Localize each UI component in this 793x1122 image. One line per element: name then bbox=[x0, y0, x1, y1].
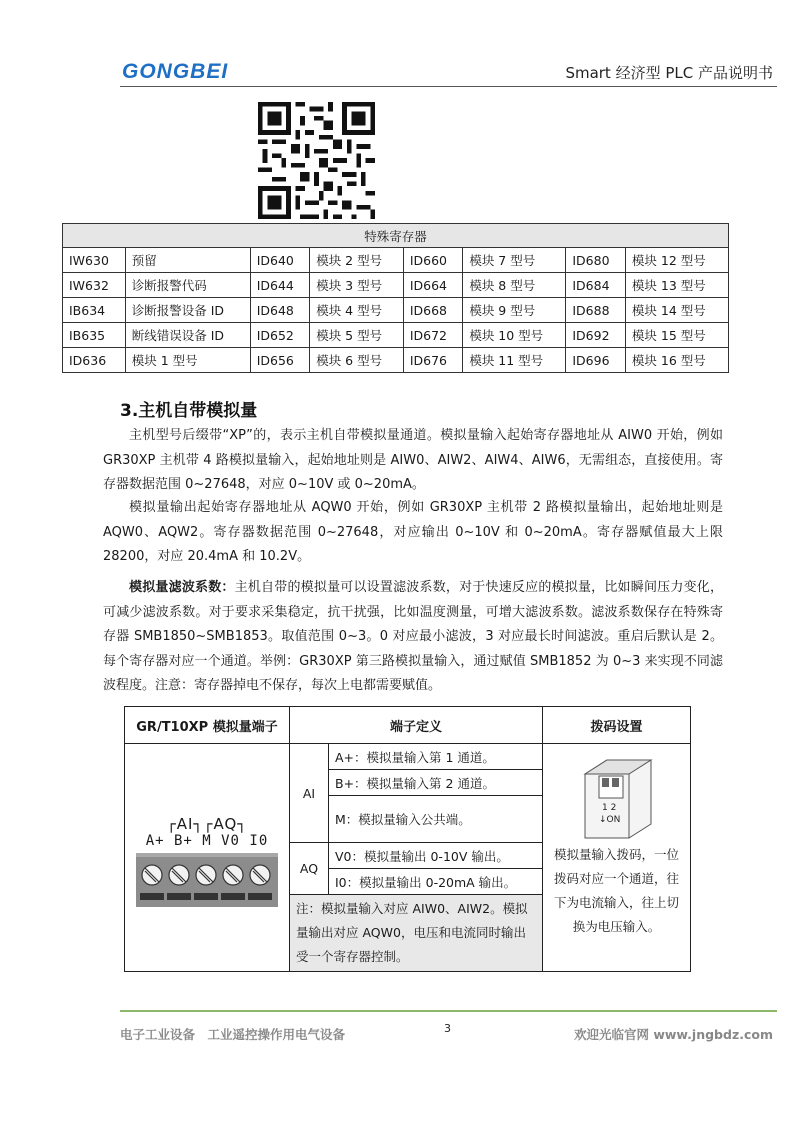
paragraph-analog-input: 主机型号后缀带“XP”的，表示主机自带模拟量通道。模拟量输入起始寄存器地址从 AIW0 开始，例如 GR30XP 主机带 4 路模拟量输入，起始地址则是 AIW0、AIW2、AIW4、AIW6，无需组态，直接使用。寄存器数据范围 0~27648，对应 0~10V 或 0~20mA。 bbox=[103, 428, 723, 492]
table-cell: ID660 bbox=[403, 248, 463, 273]
table-cell: 模块 11 型号 bbox=[463, 348, 566, 373]
header-dip: 拨码设置 bbox=[543, 707, 691, 744]
qr-code bbox=[258, 102, 375, 219]
table-cell: 模块 9 型号 bbox=[463, 298, 566, 323]
header-terminal: GR/T10XP 模拟量端子 bbox=[125, 707, 290, 744]
filter-label: 模拟量滤波系数： bbox=[129, 580, 235, 595]
terminal-table bbox=[124, 706, 691, 972]
footer-tagline: 电子工业设备 工业遥控操作用电气设备 bbox=[120, 1027, 346, 1042]
table-cell: ID684 bbox=[566, 273, 626, 298]
table-cell: IW632 bbox=[63, 273, 126, 298]
group-label-aq: AQ bbox=[290, 843, 329, 895]
def-m: M：模拟量输入公共端。 bbox=[329, 796, 543, 843]
table-caption: 特殊寄存器 bbox=[63, 224, 729, 248]
section-title: 3.主机自带模拟量 bbox=[120, 401, 258, 421]
special-register-table bbox=[62, 223, 729, 373]
document-title: Smart 经济型 PLC 产品说明书 bbox=[565, 64, 773, 82]
header-definition: 端子定义 bbox=[290, 707, 543, 744]
table-cell: IB634 bbox=[63, 298, 126, 323]
terminal-group-labels: ┌AI┐┌AQ┐ bbox=[166, 814, 248, 833]
table-row bbox=[63, 348, 729, 373]
dip-note: 模拟量输入拨码，一位拨码对应一个通道，往下为电流输入，往上切换为电压输入。 bbox=[553, 847, 679, 934]
note-text: 注：模拟量输入对应 AIW0、AIW2。模拟量输出对应 AQW0，电压和电流同时输出受一个寄存器控制。 bbox=[290, 895, 542, 971]
dip-digits: 1 2 bbox=[601, 803, 616, 813]
table-cell: 模块 3 型号 bbox=[310, 273, 404, 298]
dip-cell bbox=[543, 744, 691, 972]
paragraph-filter-coefficient bbox=[103, 576, 723, 699]
paragraph-analog-output: 模拟量输出起始寄存器地址从 AQW0 开始，例如 GR30XP 主机带 2 路模拟量输出，起始地址则是 AQW0、AQW2。寄存器数据范围 0~27648，对应输出 0~10V 和 0~20mA。寄存器赋值最大上限 28200，对应 20.4mA 和 10.2V。 bbox=[103, 500, 723, 564]
filter-text: 主机自带的模拟量可以设置滤波系数，对于快速反应的模拟量，比如瞬间压力变化，可减少滤波系数。对于要求采集稳定，抗干扰强，比如温度测量，可增大滤波系数。滤波系数保存在特殊寄存器 SMB1850~SMB1853。取值范围 0~3。0 对应最小滤波，3 对应最长时间滤波。重启后默认是 2。每个寄存器对应一个通道。举例：GR30XP 第三路模拟量输入，通过赋值 SMB1852 为 0~3 来实现不同滤波程度。注意：寄存器掉电不保存，每次上电都需要赋值。 bbox=[103, 580, 723, 693]
group-label-ai: AI bbox=[290, 744, 329, 843]
table-cell: ID680 bbox=[566, 248, 626, 273]
table-cell: ID636 bbox=[63, 348, 126, 373]
table-cell: 模块 8 型号 bbox=[463, 273, 566, 298]
table-cell: ID688 bbox=[566, 298, 626, 323]
table-cell: ID668 bbox=[403, 298, 463, 323]
table-cell: ID652 bbox=[250, 323, 310, 348]
table-cell: 模块 13 型号 bbox=[625, 273, 728, 298]
terminal-pin-labels: A+ B+ M V0 I0 bbox=[145, 832, 269, 849]
note-cell bbox=[290, 895, 543, 972]
table-cell: ID648 bbox=[250, 298, 310, 323]
company-logo: GONGBEI bbox=[122, 60, 229, 83]
def-i0: I0：模拟量输出 0-20mA 输出。 bbox=[329, 869, 543, 895]
footer-website: 欢迎光临官网 www.jngbdz.com bbox=[573, 1027, 773, 1042]
def-v0: V0：模拟量输出 0-10V 输出。 bbox=[329, 843, 543, 869]
table-cell: 模块 10 型号 bbox=[463, 323, 566, 348]
table-cell: 模块 15 型号 bbox=[625, 323, 728, 348]
table-cell: 预留 bbox=[125, 248, 250, 273]
dip-switch-icon bbox=[577, 754, 657, 840]
terminal-block-icon bbox=[136, 853, 278, 907]
table-cell: ID676 bbox=[403, 348, 463, 373]
table-row bbox=[63, 248, 729, 273]
table-cell: 断线错误设备 ID bbox=[125, 323, 250, 348]
table-row bbox=[63, 323, 729, 348]
table-cell: IW630 bbox=[63, 248, 126, 273]
table-cell: 模块 16 型号 bbox=[625, 348, 728, 373]
table-cell: IB635 bbox=[63, 323, 126, 348]
table-cell: 模块 14 型号 bbox=[625, 298, 728, 323]
table-cell: ID640 bbox=[250, 248, 310, 273]
table-cell: 诊断报警设备 ID bbox=[125, 298, 250, 323]
table-cell: ID692 bbox=[566, 323, 626, 348]
table-cell: ID664 bbox=[403, 273, 463, 298]
table-cell: ID644 bbox=[250, 273, 310, 298]
table-cell: 模块 2 型号 bbox=[310, 248, 404, 273]
table-row bbox=[63, 298, 729, 323]
def-b-plus: B+：模拟量输入第 2 通道。 bbox=[329, 770, 543, 796]
table-row bbox=[63, 273, 729, 298]
table-cell: 诊断报警代码 bbox=[125, 273, 250, 298]
table-cell: 模块 4 型号 bbox=[310, 298, 404, 323]
table-cell: 模块 6 型号 bbox=[310, 348, 404, 373]
table-cell: 模块 1 型号 bbox=[125, 348, 250, 373]
table-cell: 模块 5 型号 bbox=[310, 323, 404, 348]
header-divider bbox=[120, 86, 777, 87]
table-cell: 模块 12 型号 bbox=[625, 248, 728, 273]
page-number: 3 bbox=[444, 1022, 451, 1035]
def-a-plus: A+：模拟量输入第 1 通道。 bbox=[329, 744, 543, 770]
table-cell: ID696 bbox=[566, 348, 626, 373]
table-cell: 模块 7 型号 bbox=[463, 248, 566, 273]
dip-on-label: ↓ON bbox=[598, 815, 620, 825]
table-cell: ID672 bbox=[403, 323, 463, 348]
footer-divider bbox=[120, 1010, 777, 1012]
table-cell: ID656 bbox=[250, 348, 310, 373]
terminal-diagram-cell bbox=[125, 744, 290, 972]
